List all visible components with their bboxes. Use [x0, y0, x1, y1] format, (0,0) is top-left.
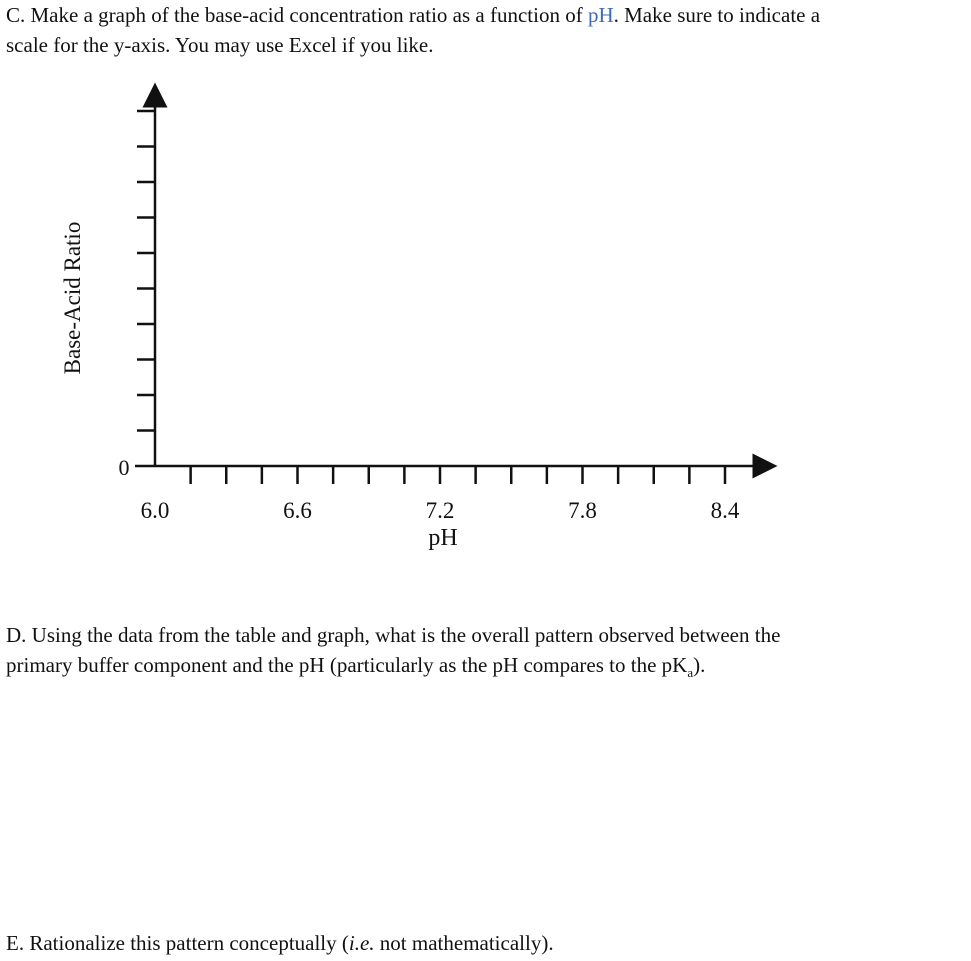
y-axis-label: Base-Acid Ratio — [60, 221, 85, 375]
question-e-italic: i.e. — [348, 931, 375, 955]
question-c-line-2: scale for the y-axis. You may use Excel if you like. — [6, 33, 434, 57]
question-e — [6, 928, 554, 958]
question-e-text-b: not mathematically). — [374, 931, 554, 955]
question-c-text-b: . Make sure to indicate a — [613, 3, 821, 27]
x-tick-label: 8.4 — [710, 498, 740, 523]
question-d-text-a: primary buffer component and the pH (particularly as the pH compares to the pK — [6, 653, 688, 677]
x-axis-label: pH — [428, 525, 458, 551]
question-e-text-a: E. Rationalize this pattern conceptually ( — [6, 931, 349, 955]
question-c — [6, 0, 971, 60]
question-c-ph: pH — [587, 3, 614, 27]
x-tick-label: 7.2 — [425, 498, 455, 523]
question-d-line-1: D. Using the data from the table and graph, what is the overall pattern observed between the — [6, 623, 781, 647]
question-d-text-b: ). — [693, 653, 706, 677]
question-d — [6, 620, 780, 688]
x-tick-label: 6.0 — [140, 498, 170, 523]
y-zero-label: 0 — [118, 455, 130, 480]
question-d-subscript: a — [687, 665, 694, 681]
question-c-text-a: C. Make a graph of the base-acid concentration ratio as a function of — [6, 3, 588, 27]
x-tick-label: 7.8 — [568, 498, 597, 523]
x-tick-label: 6.6 — [283, 498, 312, 523]
empty-graph — [0, 80, 971, 560]
